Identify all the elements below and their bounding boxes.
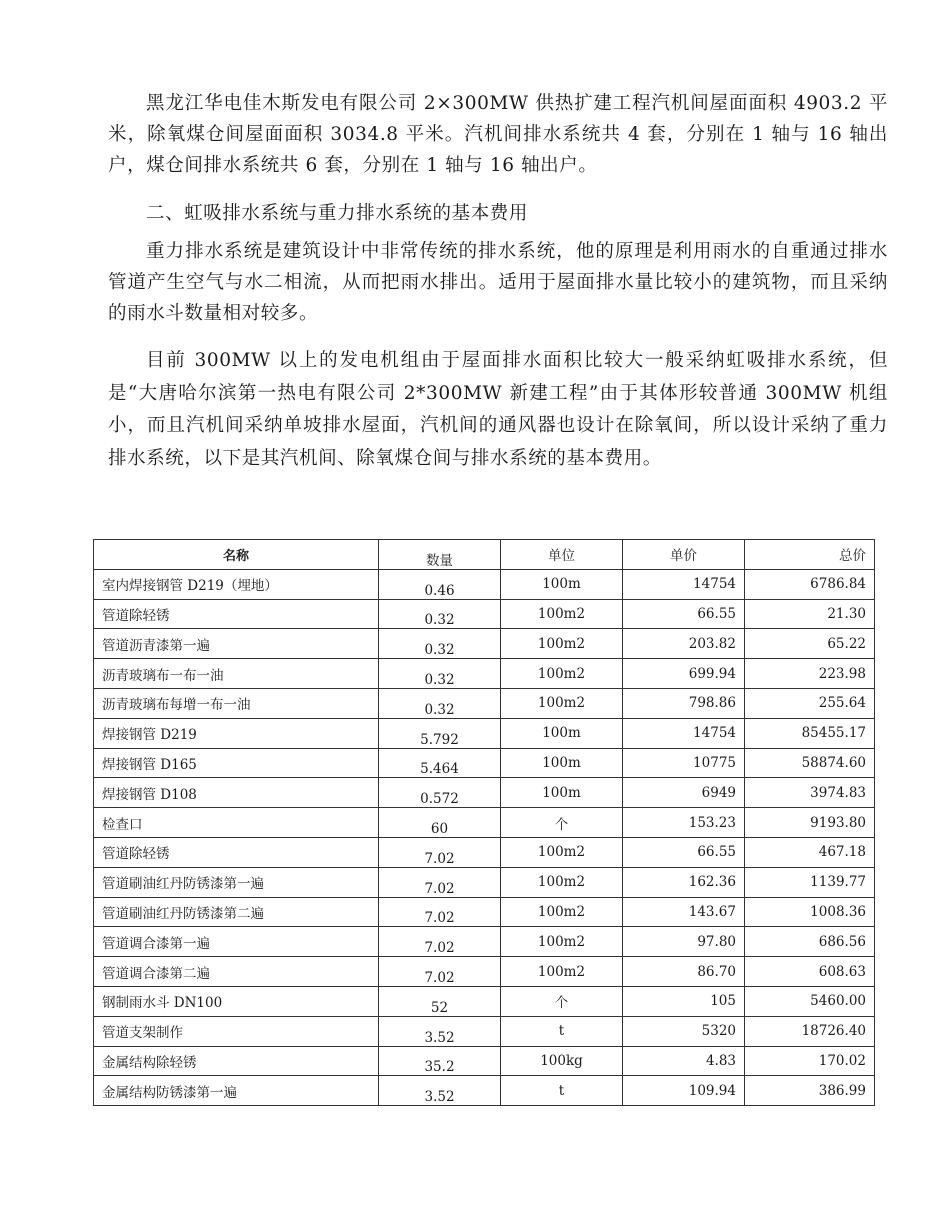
cell-price: 66.55 — [623, 837, 745, 867]
cell-qty: 3.52 — [379, 1016, 501, 1046]
table-row — [94, 867, 875, 897]
cell-unit: t — [501, 1076, 623, 1106]
cell-name: 管道刷油红丹防锈漆第一遍 — [94, 867, 379, 897]
cell-name: 钢制雨水斗 DN100 — [94, 986, 379, 1016]
cell-total: 608.63 — [745, 957, 875, 987]
cell-unit: 100kg — [501, 1046, 623, 1076]
cell-name: 管道调合漆第一遍 — [94, 927, 379, 957]
table-row — [94, 927, 875, 957]
cell-name: 管道支架制作 — [94, 1016, 379, 1046]
column-header-total: 总价 — [745, 540, 875, 570]
cell-total: 467.18 — [745, 837, 875, 867]
cell-total: 58874.60 — [745, 748, 875, 778]
cell-qty: 7.02 — [379, 957, 501, 987]
table-row — [94, 1076, 875, 1106]
cell-total: 9193.80 — [745, 808, 875, 838]
cell-name: 焊接钢管 D165 — [94, 748, 379, 778]
table-row — [94, 718, 875, 748]
cell-unit: 100m2 — [501, 837, 623, 867]
cell-price: 105 — [623, 986, 745, 1016]
cell-price: 162.36 — [623, 867, 745, 897]
cell-qty: 3.52 — [379, 1076, 501, 1106]
cell-total: 6786.84 — [745, 569, 875, 599]
cell-name: 金属结构除轻锈 — [94, 1046, 379, 1076]
cell-total: 223.98 — [745, 659, 875, 689]
cell-price: 4.83 — [623, 1046, 745, 1076]
cell-unit: 个 — [501, 808, 623, 838]
cell-qty: 35.2 — [379, 1046, 501, 1076]
cell-qty: 7.02 — [379, 867, 501, 897]
cell-unit: 个 — [501, 986, 623, 1016]
table-row — [94, 986, 875, 1016]
cell-unit: 100m2 — [501, 659, 623, 689]
cell-unit: 100m2 — [501, 957, 623, 987]
cell-name: 管道刷油红丹防锈漆第二遍 — [94, 897, 379, 927]
cost-table — [93, 539, 875, 1106]
table-row — [94, 837, 875, 867]
paragraph-datang-project: 目前 300MW 以上的发电机组由于屋面排水面积比较大一般采纳虹吸排水系统，但是“大唐哈尔滨第一热电有限公司 2*300MW 新建工程”由于其体形较普通 300MW 机组小，而且汽机间采纳单坡排水屋面，汽机间的通风器也设计在除氧间，所以设计采纳了重力排水系统，以下是其汽机间、除氧煤仓间与排水系统的基本费用。 — [108, 350, 888, 469]
table-row — [94, 957, 875, 987]
cell-name: 室内焊接钢管 D219（埋地） — [94, 569, 379, 599]
cell-price: 203.82 — [623, 629, 745, 659]
cell-price: 14754 — [623, 569, 745, 599]
table-row — [94, 1016, 875, 1046]
cell-price: 66.55 — [623, 599, 745, 629]
cell-qty: 7.02 — [379, 837, 501, 867]
column-header-name: 名称 — [94, 540, 379, 570]
table-row — [94, 748, 875, 778]
cell-name: 管道沥青漆第一遍 — [94, 629, 379, 659]
table-header-row — [94, 540, 875, 570]
table-row — [94, 599, 875, 629]
cell-name: 检查口 — [94, 808, 379, 838]
cell-qty: 60 — [379, 808, 501, 838]
cell-total: 18726.40 — [745, 1016, 875, 1046]
cell-price: 143.67 — [623, 897, 745, 927]
cell-unit: 100m — [501, 748, 623, 778]
cell-price: 109.94 — [623, 1076, 745, 1106]
cell-total: 3974.83 — [745, 778, 875, 808]
cell-total: 255.64 — [745, 688, 875, 718]
cell-name: 管道除轻锈 — [94, 837, 379, 867]
cell-unit: 100m — [501, 569, 623, 599]
cell-total: 686.56 — [745, 927, 875, 957]
table-row — [94, 569, 875, 599]
cell-total: 386.99 — [745, 1076, 875, 1106]
table-body — [94, 569, 875, 1105]
table-row — [94, 1046, 875, 1076]
paragraph-gravity-drainage: 重力排水系统是建筑设计中非常传统的排水系统，他的原理是利用雨水的自重通过排水管道产生空气与水二相流，从而把雨水排出。适用于屋面排水量比较小的建筑物，而且采纳的雨水斗数量相对较多。 — [108, 241, 888, 324]
table-row — [94, 778, 875, 808]
cell-unit: 100m2 — [501, 599, 623, 629]
cell-unit: 100m — [501, 718, 623, 748]
cell-name: 焊接钢管 D108 — [94, 778, 379, 808]
cell-price: 86.70 — [623, 957, 745, 987]
cell-qty: 0.32 — [379, 599, 501, 629]
cell-total: 21.30 — [745, 599, 875, 629]
column-header-qty: 数量 — [379, 540, 501, 570]
cell-name: 管道调合漆第二遍 — [94, 957, 379, 987]
column-header-price: 单价 — [623, 540, 745, 570]
cell-price: 153.23 — [623, 808, 745, 838]
cell-qty: 5.792 — [379, 718, 501, 748]
cell-qty: 5.464 — [379, 748, 501, 778]
cell-qty: 52 — [379, 986, 501, 1016]
cell-price: 5320 — [623, 1016, 745, 1046]
cell-total: 5460.00 — [745, 986, 875, 1016]
paragraph-project-summary: 黑龙江华电佳木斯发电有限公司 2×300MW 供热扩建工程汽机间屋面面积 4903.2 平米，除氧煤仓间屋面面积 3034.8 平米。汽机间排水系统共 4 套，分别在 1 轴与 16 轴出户，煤仓间排水系统共 6 套，分别在 1 轴与 16 轴出户。 — [108, 93, 888, 176]
cell-qty: 0.32 — [379, 688, 501, 718]
cell-qty: 0.32 — [379, 629, 501, 659]
table-row — [94, 897, 875, 927]
cell-price: 699.94 — [623, 659, 745, 689]
cell-unit: 100m — [501, 778, 623, 808]
cell-unit: 100m2 — [501, 897, 623, 927]
cell-qty: 0.46 — [379, 569, 501, 599]
cell-qty: 7.02 — [379, 927, 501, 957]
cell-total: 65.22 — [745, 629, 875, 659]
cell-price: 97.80 — [623, 927, 745, 957]
table-row — [94, 659, 875, 689]
cell-qty: 0.572 — [379, 778, 501, 808]
cell-total: 1139.77 — [745, 867, 875, 897]
cell-name: 沥青玻璃布一布一油 — [94, 659, 379, 689]
cell-unit: 100m2 — [501, 867, 623, 897]
cell-unit: 100m2 — [501, 688, 623, 718]
table-row — [94, 629, 875, 659]
cell-unit: t — [501, 1016, 623, 1046]
cell-name: 沥青玻璃布每增一布一油 — [94, 688, 379, 718]
cell-price: 6949 — [623, 778, 745, 808]
cell-unit: 100m2 — [501, 629, 623, 659]
cell-price: 10775 — [623, 748, 745, 778]
cell-qty: 7.02 — [379, 897, 501, 927]
cell-name: 管道除轻锈 — [94, 599, 379, 629]
cell-name: 焊接钢管 D219 — [94, 718, 379, 748]
cell-qty: 0.32 — [379, 659, 501, 689]
cell-total: 85455.17 — [745, 718, 875, 748]
column-header-unit: 单位 — [501, 540, 623, 570]
cell-name: 金属结构防锈漆第一遍 — [94, 1076, 379, 1106]
cell-price: 798.86 — [623, 688, 745, 718]
section-heading: 二、虹吸排水系统与重力排水系统的基本费用 — [146, 203, 529, 224]
cell-total: 170.02 — [745, 1046, 875, 1076]
table-row — [94, 808, 875, 838]
cell-unit: 100m2 — [501, 927, 623, 957]
table-row — [94, 688, 875, 718]
cell-total: 1008.36 — [745, 897, 875, 927]
cell-price: 14754 — [623, 718, 745, 748]
